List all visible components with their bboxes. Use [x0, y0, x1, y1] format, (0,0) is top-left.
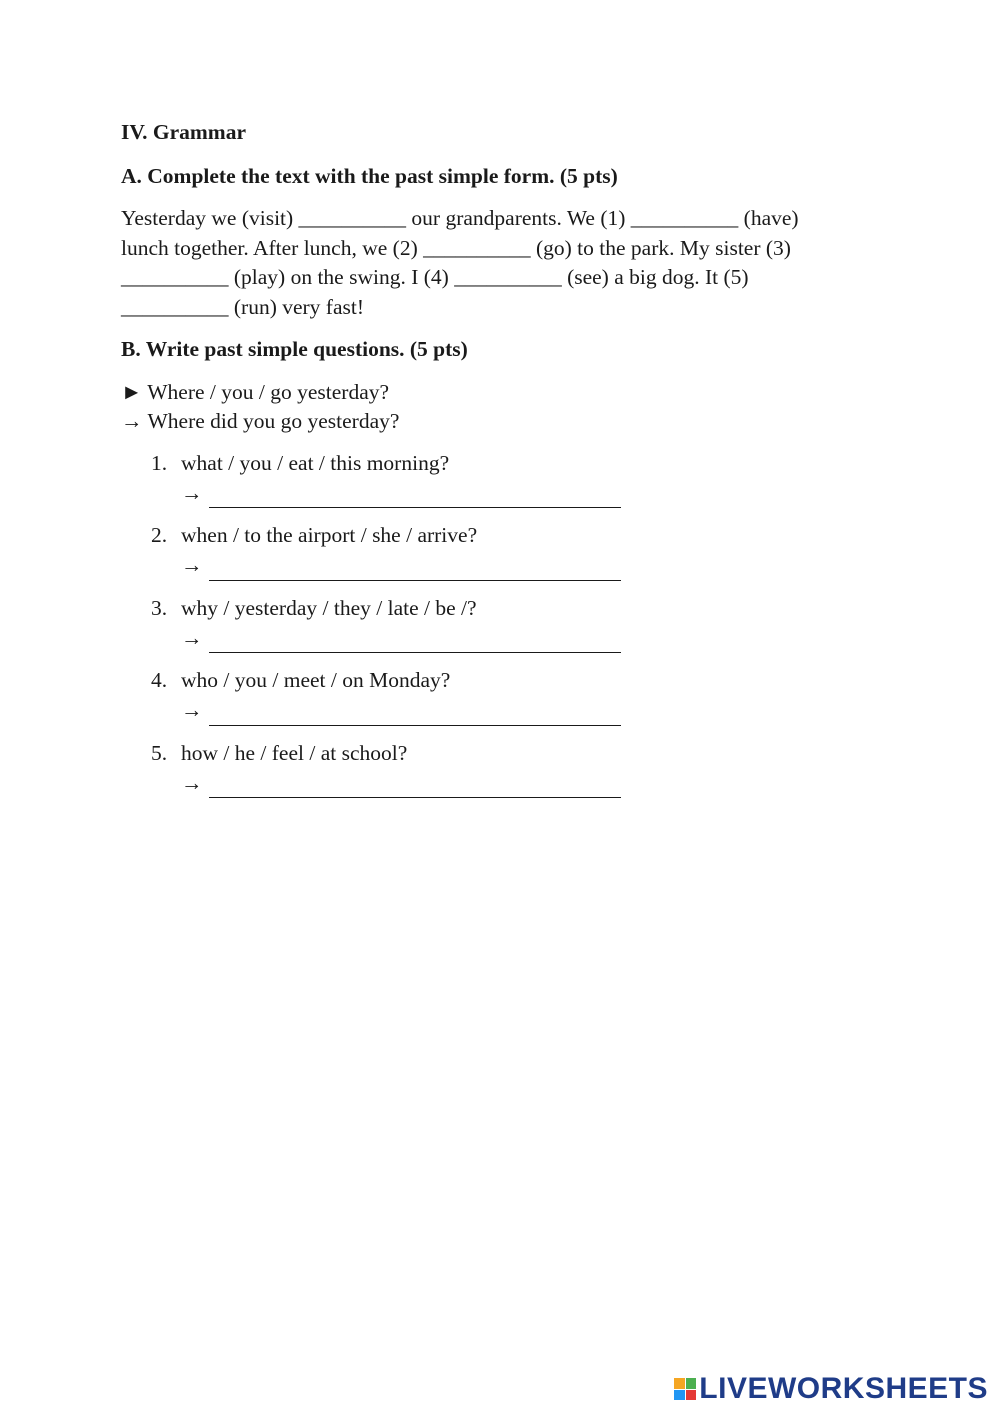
answer-row: [181, 623, 881, 653]
example-answer: → Where did you go yesterday?: [121, 409, 400, 433]
worksheet-page: [121, 118, 881, 811]
logo-square: [686, 1378, 697, 1389]
part-a-line: Yesterday we (visit) __________ our grandparents. We (1) __________ (have): [121, 206, 799, 230]
question-item: [121, 449, 881, 509]
question-text: who / you / meet / on Monday?: [181, 668, 451, 692]
answer-blank[interactable]: [209, 703, 621, 726]
part-b-title: B. Write past simple questions. (5 pts): [121, 337, 468, 361]
question-text: what / you / eat / this morning?: [181, 450, 450, 475]
question-number: 1.: [151, 450, 168, 475]
question-number: 4.: [151, 668, 168, 692]
part-a-line: __________ (run) very fast!: [121, 294, 365, 319]
arrow-icon: →: [181, 770, 203, 795]
arrow-icon: →: [181, 480, 203, 505]
arrow-icon: →: [181, 553, 203, 577]
section-title: IV. Grammar: [121, 120, 247, 144]
part-a-line: lunch together. After lunch, we (2) __________ (go) to the park. My sister (3): [121, 235, 791, 260]
answer-blank[interactable]: [209, 630, 621, 653]
part-a-line: __________ (play) on the swing. I (4) __________ (see) a big dog. It (5): [121, 265, 749, 289]
answer-blank[interactable]: [209, 775, 621, 798]
arrow-icon: →: [181, 698, 203, 722]
question-text: how / he / feel / at school?: [181, 740, 408, 765]
question-text: why / yesterday / they / late / be /?: [181, 595, 477, 620]
question-item: [121, 739, 881, 799]
example-prompt: ► Where / you / go yesterday?: [121, 379, 390, 404]
part-a-text: [121, 204, 866, 322]
question-number: 3.: [151, 595, 168, 620]
logo-square: [674, 1390, 685, 1401]
answer-row: [181, 478, 881, 508]
question-item: [121, 521, 881, 581]
arrow-icon: →: [181, 625, 203, 650]
answer-blank[interactable]: [209, 558, 621, 581]
question-number: 5.: [151, 740, 168, 765]
logo-square: [674, 1378, 685, 1389]
brand-name: LIVEWORKSHEETS: [699, 1372, 988, 1405]
liveworksheets-logo-icon: [674, 1378, 696, 1400]
liveworksheets-brand[interactable]: [674, 1372, 988, 1406]
question-number: 2.: [151, 523, 168, 547]
logo-square: [686, 1390, 697, 1401]
answer-row: [181, 768, 881, 798]
question-list: [121, 449, 881, 799]
question-item: [121, 594, 881, 654]
answer-row: [181, 696, 881, 726]
question-item: [121, 666, 881, 726]
part-a-title: A. Complete the text with the past simple form. (5 pts): [121, 163, 618, 188]
answer-blank[interactable]: [209, 485, 621, 508]
example-block: [121, 378, 881, 437]
question-text: when / to the airport / she / arrive?: [181, 523, 478, 547]
answer-row: [181, 551, 881, 581]
